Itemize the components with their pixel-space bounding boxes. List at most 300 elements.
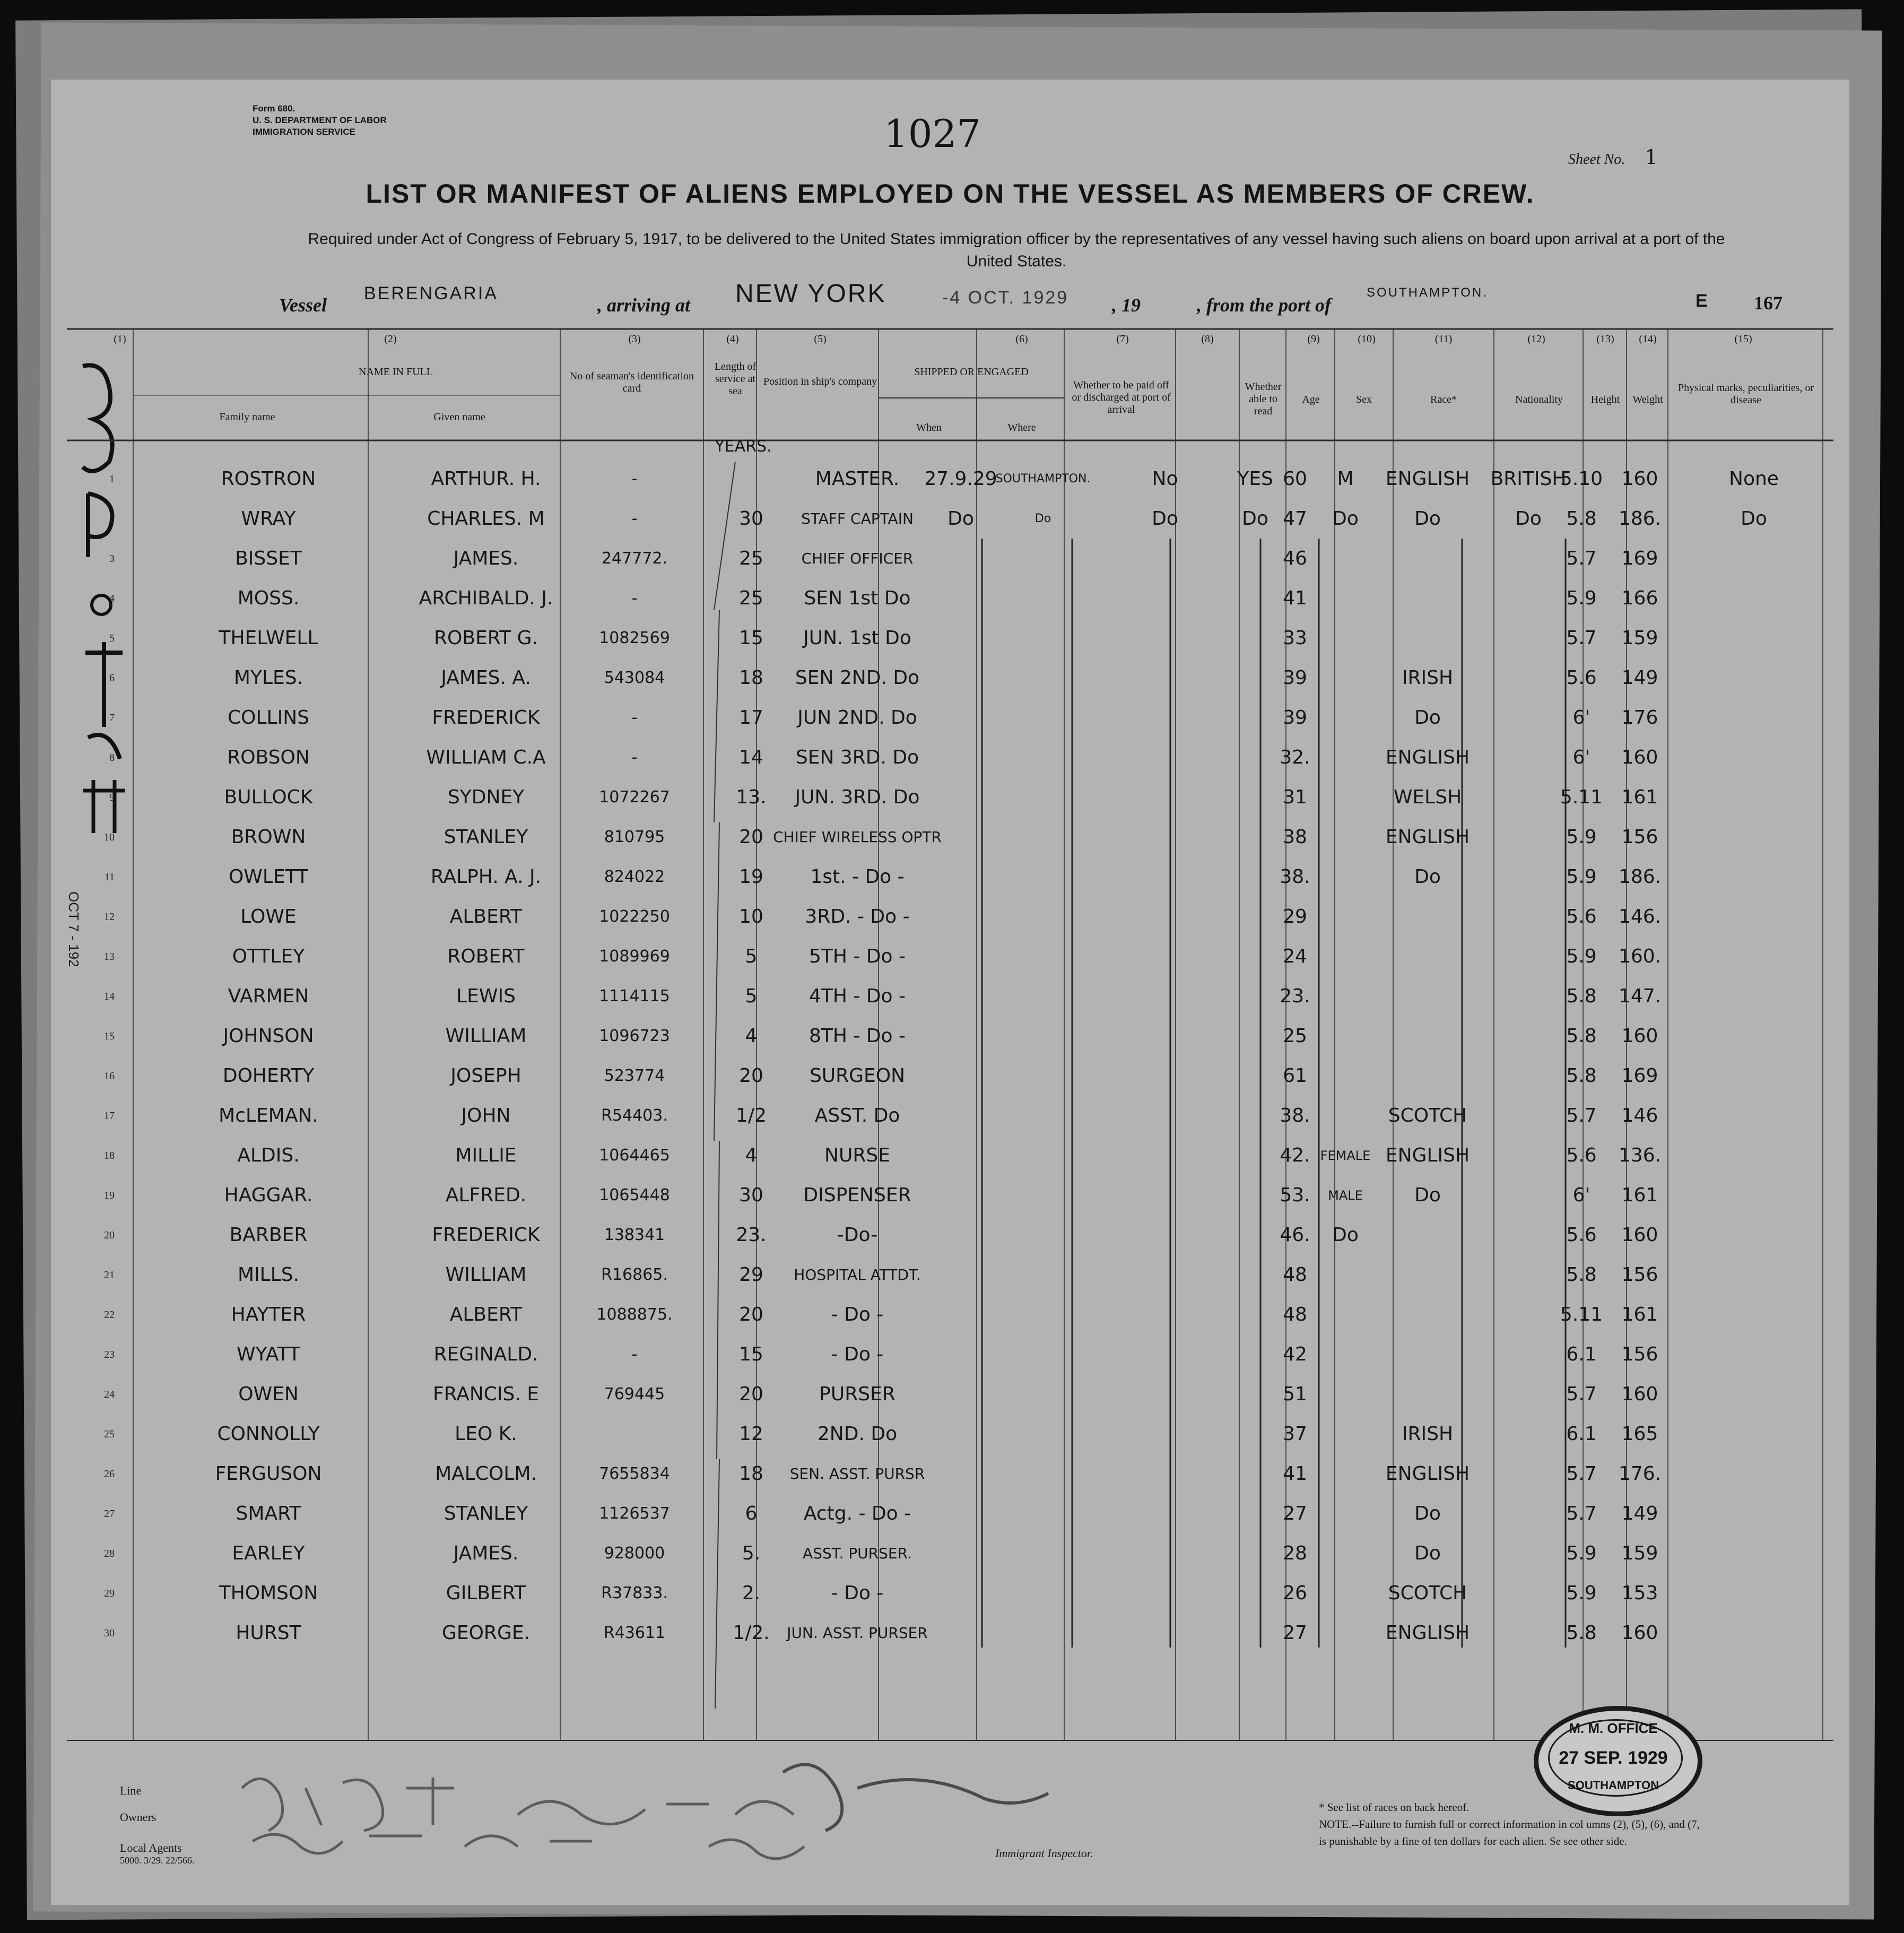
cell-card: 824022 (604, 868, 665, 886)
cell-no: 5 (109, 632, 115, 644)
cell-given: JOHN (461, 1105, 511, 1126)
cell-given: SYDNEY (447, 786, 525, 808)
line-label: Line (120, 1784, 142, 1797)
column-header: No of seaman's identification card (569, 370, 694, 394)
cell-family: LOWE (240, 906, 297, 928)
cell-no: 28 (104, 1548, 115, 1559)
form-line: Form 680. (253, 103, 295, 114)
cell-family: ROSTRON (221, 468, 316, 490)
note-cols: umns (2), (5), (6), and (7, (1586, 1818, 1700, 1831)
cell-weight: 146. (1618, 906, 1662, 928)
note-races: * See list of races on back hereof. (1319, 1801, 1470, 1814)
cell-given: CHARLES. M (427, 508, 545, 530)
cell-weight: 176 (1621, 707, 1658, 729)
cell-card: 1096723 (599, 1027, 670, 1045)
cell-sex: MALE (1328, 1188, 1363, 1203)
crew-row (51, 1135, 1849, 1176)
cell-race: SCOTCH (1388, 1582, 1467, 1604)
cell-position: 3RD. - Do - (805, 906, 910, 928)
cell-when: Do (947, 508, 974, 530)
cell-age: 41 (1283, 587, 1307, 609)
cell-card: 1082569 (599, 629, 670, 647)
cell-height: 5.8 (1566, 1622, 1597, 1644)
cell-given: ROBERT (447, 946, 525, 967)
cell-no: 21 (104, 1269, 115, 1281)
cell-card: - (631, 748, 638, 767)
cell-card: 1089969 (599, 947, 670, 966)
cell-age: 53. (1280, 1184, 1310, 1206)
cell-given: ALBERT (449, 1304, 523, 1325)
cell-no: 1 (109, 473, 115, 485)
cell-height: 5.7 (1566, 1503, 1597, 1524)
cell-given: STANLEY (444, 826, 528, 848)
cell-position: HOSPITAL ATTDT. (794, 1266, 921, 1284)
cell-height: 6' (1572, 1184, 1590, 1206)
cell-age: 32. (1280, 747, 1310, 768)
cell-weight: 156 (1621, 826, 1658, 848)
cell-given: ROBERT G. (434, 627, 538, 649)
cell-card: 1064465 (599, 1146, 670, 1165)
cell-family: BROWN (231, 826, 306, 848)
crew-row (51, 459, 1849, 499)
cell-race: Do (1414, 866, 1441, 888)
cell-position: ASST. Do (814, 1105, 900, 1126)
cell-height: 5.8 (1566, 1065, 1597, 1087)
cell-no: 20 (104, 1229, 115, 1241)
cell-race: Do (1414, 707, 1441, 729)
cell-height: 5.8 (1566, 1264, 1597, 1286)
cell-given: STANLEY (444, 1503, 528, 1524)
cell-card: R16865. (601, 1265, 668, 1284)
cell-given: ALBERT (449, 906, 523, 928)
cell-given: ARTHUR. H. (431, 468, 541, 490)
cell-weight: 169 (1621, 1065, 1658, 1087)
cell-card: R54403. (601, 1106, 668, 1125)
cell-service: 29 (739, 1264, 763, 1286)
cell-card: - (631, 1345, 638, 1364)
cell-family: JOHNSON (223, 1025, 314, 1047)
crew-row (51, 976, 1849, 1017)
column-header: (13) (1596, 333, 1614, 345)
sheet-label: Sheet No. (1568, 151, 1625, 168)
cell-age: 39 (1283, 707, 1307, 729)
cell-no: 22 (104, 1309, 115, 1321)
crew-row (51, 1334, 1849, 1375)
cell-given: WILLIAM (445, 1264, 527, 1286)
crew-row (51, 1414, 1849, 1454)
cell-height: 5.11 (1560, 786, 1603, 808)
crew-row (51, 698, 1849, 738)
cell-service: 15 (739, 627, 763, 649)
cell-race: ENGLISH (1385, 826, 1470, 848)
cell-service: 1/2. (733, 1622, 770, 1644)
arriving-port: NEW YORK (735, 280, 886, 308)
cell-service: 19 (739, 866, 763, 888)
column-header: (9) (1307, 333, 1320, 345)
cell-family: ALDIS. (237, 1145, 300, 1166)
cell-age: 31 (1283, 786, 1307, 808)
cell-height: 5.6 (1566, 1224, 1597, 1246)
note-side: see other side. (1563, 1835, 1627, 1848)
column-header: (8) (1201, 333, 1214, 345)
cell-height: 5.6 (1566, 906, 1597, 928)
cell-no: 23 (104, 1349, 115, 1360)
column-header: NAME IN FULL (359, 366, 433, 378)
crew-row (51, 1096, 1849, 1136)
cell-service: 23. (736, 1224, 767, 1246)
cell-family: FERGUSON (215, 1463, 322, 1485)
cell-given: FRANCIS. E (432, 1383, 540, 1405)
cell-height: 5.9 (1566, 826, 1597, 848)
note-text (1319, 1816, 1700, 1833)
cell-age: 37 (1283, 1423, 1307, 1445)
column-header: Whether to be paid off or discharged at port of arrival (1072, 379, 1171, 415)
column-header: Height (1590, 394, 1620, 405)
crew-row (51, 1374, 1849, 1415)
stamp-top: M. M. OFFICE (1569, 1720, 1658, 1736)
cell-height: 6.1 (1566, 1423, 1597, 1445)
cell-age: 60 (1283, 468, 1307, 490)
crew-row (51, 897, 1849, 937)
cell-height: 6' (1572, 707, 1590, 729)
sheet-value: 1 (1645, 145, 1658, 169)
cell-position: 5TH - Do - (808, 946, 906, 967)
cell-age: 38. (1280, 866, 1310, 888)
cell-weight: 153 (1621, 1582, 1658, 1604)
cell-age: 42 (1283, 1343, 1307, 1365)
cell-given: ALFRED. (445, 1184, 527, 1206)
cell-card: 1065448 (599, 1186, 670, 1204)
cell-card: - (631, 470, 638, 488)
cell-height: 5.9 (1566, 1542, 1597, 1564)
crew-row (51, 1056, 1849, 1096)
cell-race: ENGLISH (1385, 1622, 1470, 1644)
column-header: (10) (1358, 333, 1376, 345)
cell-race: IRISH (1402, 667, 1454, 689)
cell-no: 10 (104, 831, 115, 843)
cell-no: 7 (109, 712, 115, 724)
cell-age: 27 (1283, 1622, 1307, 1644)
cell-age: 51 (1283, 1383, 1307, 1405)
cell-position: JUN. 1st Do (803, 627, 911, 649)
cell-family: THOMSON (219, 1582, 318, 1604)
cell-weight: 160 (1621, 468, 1658, 490)
note-text-2 (1319, 1833, 1700, 1850)
inspector-label: Immigrant Inspector. (995, 1847, 1093, 1860)
cell-no: 11 (104, 871, 115, 883)
cell-weight: 156 (1621, 1343, 1658, 1365)
list-code: E (1696, 291, 1709, 311)
stamp-date: 27 SEP. 1929 (1559, 1748, 1668, 1768)
cell-position: JUN. 3RD. Do (795, 786, 920, 808)
column-header: (4) (726, 333, 739, 345)
cell-sex: M (1337, 468, 1354, 490)
cell-service: 14 (739, 747, 763, 768)
cell-age: 48 (1283, 1304, 1307, 1325)
crew-row (51, 658, 1849, 698)
column-header: Race* (1430, 394, 1457, 405)
side-date-stamp: OCT 7 - 192 (66, 891, 82, 967)
cell-family: ROBSON (227, 747, 310, 768)
cell-card: 1022250 (599, 907, 670, 926)
cell-given: LEWIS (456, 985, 516, 1007)
column-header: (12) (1527, 333, 1545, 345)
cell-position: MASTER. (815, 468, 900, 490)
cell-weight: 166 (1621, 587, 1658, 609)
cell-no: 14 (104, 991, 115, 1002)
cell-age: 29 (1283, 906, 1307, 928)
cell-marks: None (1729, 468, 1779, 490)
cell-service: 6 (745, 1503, 758, 1524)
cell-position: 4TH - Do - (808, 985, 906, 1007)
inspector-signature (231, 1756, 1186, 1873)
cell-family: COLLINS (228, 707, 309, 729)
cell-service: 2. (742, 1582, 761, 1604)
cell-no: 4 (109, 593, 115, 604)
cell-position: CHIEF WIRELESS OPTR (773, 828, 942, 846)
cell-card: - (631, 589, 638, 608)
cell-card: 543084 (604, 669, 665, 687)
cell-given: ARCHIBALD. J. (419, 587, 553, 609)
cell-service: 25 (739, 587, 763, 609)
cell-service: 5. (742, 1542, 761, 1564)
cell-family: VARMEN (228, 985, 309, 1007)
cell-read: Do (1242, 508, 1268, 530)
cell-service: 20 (739, 826, 763, 848)
cell-card: R43611 (603, 1624, 666, 1642)
cell-race: IRISH (1402, 1423, 1454, 1445)
column-header: Family name (219, 411, 275, 423)
cell-card: 1072267 (599, 788, 670, 807)
cell-service: 5 (745, 946, 758, 967)
cell-position: ASST. PURSER. (803, 1545, 912, 1562)
cell-given: GILBERT (446, 1582, 526, 1604)
cell-height: 5.9 (1566, 946, 1597, 967)
cell-card: 138341 (604, 1226, 665, 1244)
cell-height: 5.8 (1566, 985, 1597, 1007)
cell-position: JUN 2ND. Do (797, 707, 917, 729)
cell-weight: 160 (1621, 1224, 1658, 1246)
cell-family: EARLEY (232, 1542, 305, 1564)
column-header: When (916, 422, 942, 434)
crew-row (51, 937, 1849, 977)
cell-no: 30 (104, 1627, 115, 1639)
cell-given: MILLIE (455, 1145, 517, 1166)
cell-where: Do (1034, 512, 1051, 525)
column-header: Given name (433, 411, 485, 423)
cell-weight: 186. (1618, 508, 1662, 530)
cell-weight: 161 (1621, 1304, 1658, 1325)
column-header: Nationality (1515, 394, 1563, 405)
cell-height: 5.7 (1566, 627, 1597, 649)
cell-card: 523774 (604, 1067, 665, 1085)
cell-given: JAMES. (453, 1542, 519, 1564)
cell-family: DOHERTY (222, 1065, 315, 1087)
crew-row (51, 1573, 1849, 1614)
cell-weight: 161 (1621, 786, 1658, 808)
cell-age: 38. (1280, 1105, 1310, 1126)
cell-weight: 160 (1621, 747, 1658, 768)
print-code: 5000. 3/29. 22/566. (120, 1855, 195, 1866)
column-header: (6) (1015, 333, 1028, 345)
cell-height: 5.7 (1566, 548, 1597, 569)
cell-position: SEN. ASST. PURSR (789, 1465, 925, 1483)
owners-label: Owners (120, 1810, 157, 1824)
cell-card: 1114115 (599, 987, 670, 1005)
column-header: Length of service at sea (714, 361, 757, 397)
cell-height: 5.7 (1566, 1105, 1597, 1126)
cell-service: 18 (739, 667, 763, 689)
cell-position: SEN 2ND. Do (795, 667, 920, 689)
cell-given: JAMES. (453, 548, 519, 569)
cell-nationality: BRITISH (1490, 468, 1567, 490)
column-header: Age (1302, 394, 1320, 405)
column-header: (3) (628, 333, 641, 345)
crew-row (51, 578, 1849, 619)
cell-position: 8TH - Do - (808, 1025, 906, 1047)
cell-family: MOSS. (237, 587, 300, 609)
cell-given: GEORGE. (441, 1622, 531, 1644)
cell-weight: 160 (1621, 1025, 1658, 1047)
cell-paid: No (1152, 468, 1178, 490)
cell-weight: 161 (1621, 1184, 1658, 1206)
cell-no: 25 (104, 1428, 115, 1440)
cell-position: 1st. - Do - (810, 866, 905, 888)
crew-row (51, 738, 1849, 778)
cell-service: 4 (745, 1145, 758, 1166)
cell-no: 8 (109, 752, 115, 764)
cell-service: 15 (739, 1343, 763, 1365)
handwritten-number: 1027 (884, 111, 981, 156)
cell-no: 9 (109, 792, 115, 803)
cell-marks: Do (1741, 508, 1767, 530)
cell-service: 25 (739, 548, 763, 569)
column-header: Physical marks, peculiarities, or disease (1677, 382, 1814, 406)
cell-race: WELSH (1393, 786, 1462, 808)
column-header: Position in ship's company (763, 376, 877, 387)
crew-row (51, 817, 1849, 857)
cell-weight: 159 (1621, 627, 1658, 649)
cell-height: 5.7 (1566, 1383, 1597, 1405)
cell-no: 24 (104, 1389, 115, 1400)
cell-height: 6' (1572, 747, 1590, 768)
column-header: Whether able to read (1245, 381, 1282, 417)
cell-height: 5.11 (1560, 1304, 1603, 1325)
cell-weight: 159 (1621, 1542, 1658, 1564)
cell-age: 38 (1283, 826, 1307, 848)
cell-service: 13. (736, 786, 767, 808)
cell-no: 3 (109, 553, 115, 565)
agents-label: Local Agents (120, 1841, 182, 1854)
cell-where: SOUTHAMPTON. (995, 472, 1091, 486)
crew-row (51, 1295, 1849, 1335)
cell-no: 15 (104, 1030, 115, 1042)
cell-age: 41 (1283, 1463, 1307, 1485)
form-line: U. S. DEPARTMENT OF LABOR (253, 115, 387, 125)
cell-family: SMART (236, 1503, 301, 1524)
cell-height: 5.9 (1566, 866, 1597, 888)
cell-family: WRAY (241, 508, 296, 530)
cell-race: Do (1414, 1503, 1441, 1524)
column-header: Where (1007, 422, 1036, 434)
cell-service: 12 (739, 1423, 763, 1445)
cell-age: 46. (1280, 1224, 1310, 1246)
cell-weight: 149 (1621, 1503, 1658, 1524)
cell-height: 5.7 (1566, 1463, 1597, 1485)
from-port: SOUTHAMPTON. (1367, 285, 1488, 300)
cell-family: OWEN (238, 1383, 299, 1405)
cell-position: Actg. - Do - (803, 1503, 911, 1524)
cell-age: 25 (1283, 1025, 1307, 1047)
column-header: Weight (1632, 394, 1663, 405)
cell-height: 5.6 (1566, 667, 1597, 689)
column-header: (2) (384, 333, 397, 345)
cell-card: 247772. (601, 549, 668, 568)
cell-no: 18 (104, 1150, 115, 1161)
cell-service: 17 (739, 707, 763, 729)
cell-no: 29 (104, 1588, 115, 1599)
crew-row (51, 777, 1849, 818)
stamp-bottom: SOUTHAMPTON (1568, 1779, 1659, 1792)
column-header: (1) (114, 333, 126, 345)
cell-age: 27 (1283, 1503, 1307, 1524)
cell-family: THELWELL (219, 627, 318, 649)
column-header: (7) (1116, 333, 1129, 345)
crew-row (51, 1494, 1849, 1534)
list-number: 167 (1754, 292, 1783, 314)
cell-card: - (631, 708, 638, 727)
cell-position: DISPENSER (803, 1184, 911, 1206)
cell-no: 16 (104, 1070, 115, 1082)
cell-position: - Do - (831, 1343, 884, 1365)
cell-weight: 169 (1621, 548, 1658, 569)
cell-card: 7655834 (599, 1464, 670, 1483)
cell-race: Do (1414, 508, 1441, 530)
cell-paid: Do (1152, 508, 1178, 530)
crew-row (51, 857, 1849, 897)
cell-height: 5.9 (1566, 1582, 1597, 1604)
cell-service: 4 (745, 1025, 758, 1047)
cell-age: 46 (1283, 548, 1307, 569)
cell-weight: 149 (1621, 667, 1658, 689)
cell-race: Do (1414, 1184, 1441, 1206)
cell-no: 27 (104, 1508, 115, 1520)
manifest-page (51, 80, 1849, 1905)
cell-weight: 160 (1621, 1622, 1658, 1644)
office-stamp (1534, 1706, 1702, 1816)
document-title: LIST OR MANIFEST OF ALIENS EMPLOYED ON THE VESSEL AS MEMBERS OF CREW. (366, 179, 1535, 209)
cell-given: MALCOLM. (435, 1463, 537, 1485)
cell-service: 30 (739, 508, 763, 530)
cell-given: JAMES. A. (441, 667, 531, 689)
cell-family: HURST (236, 1622, 301, 1644)
crew-row (51, 1255, 1849, 1295)
cell-sex: Do (1332, 508, 1359, 530)
year-label: , 19 (1112, 294, 1141, 316)
cell-weight: 147. (1618, 985, 1662, 1007)
vessel-label: Vessel (279, 294, 327, 316)
cell-card: 810795 (604, 828, 665, 846)
cell-service: 30 (739, 1184, 763, 1206)
cell-race: ENGLISH (1385, 1463, 1470, 1485)
from-label: , from the port of (1197, 294, 1332, 316)
cell-age: 33 (1283, 627, 1307, 649)
crew-row (51, 1175, 1849, 1216)
cell-service: 10 (739, 906, 763, 928)
cell-age: 26 (1283, 1582, 1307, 1604)
cell-height: 5.8 (1566, 1025, 1597, 1047)
crew-row (51, 1016, 1849, 1056)
